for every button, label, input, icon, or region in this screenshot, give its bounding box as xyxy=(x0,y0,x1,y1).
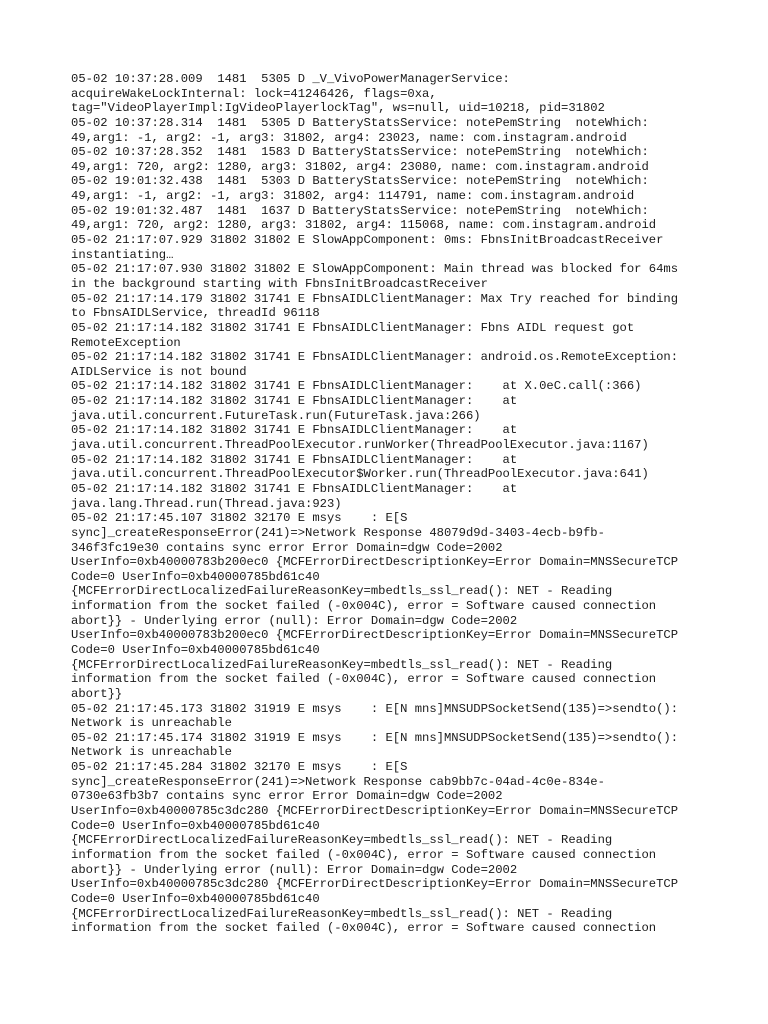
log-line: Code=0 UserInfo=0xb40000785bd61c40 xyxy=(71,818,320,833)
log-line: UserInfo=0xb40000783b200ec0 {MCFErrorDirectDescriptionKey=Error Domain=MNSSecureTCP xyxy=(71,555,679,570)
log-line: 05-02 21:17:14.182 31802 31741 E FbnsAIDLClientManager: at xyxy=(71,481,518,496)
log-line: java.lang.Thread.run(Thread.java:923) xyxy=(71,496,342,511)
log-line: 05-02 21:17:07.930 31802 31802 E SlowAppComponent: Main thread was blocked for 64ms xyxy=(71,262,679,277)
log-line: 05-02 21:17:45.284 31802 32170 E msys : E[S xyxy=(71,760,408,775)
log-line: 05-02 21:17:14.182 31802 31741 E FbnsAIDLClientManager: Fbns AIDL request got xyxy=(71,320,635,335)
log-line: java.util.concurrent.ThreadPoolExecutor.runWorker(ThreadPoolExecutor.java:1167) xyxy=(71,438,649,453)
log-line: information from the socket failed (-0x004C), error = Software caused connection xyxy=(71,921,657,936)
log-text-block xyxy=(71,72,711,936)
log-line: 49,arg1: 720, arg2: 1280, arg3: 31802, arg4: 23080, name: com.instagram.android xyxy=(71,159,649,174)
log-line: to FbnsAIDLService, threadId 96118 xyxy=(71,306,320,321)
log-line: {MCFErrorDirectLocalizedFailureReasonKey=mbedtls_ssl_read(): NET - Reading xyxy=(71,584,613,599)
log-line: 49,arg1: 720, arg2: 1280, arg3: 31802, arg4: 115068, name: com.instagram.android xyxy=(71,218,657,233)
log-line: 05-02 10:37:28.009 1481 5305 D _V_VivoPowerManagerService: xyxy=(71,72,510,86)
log-line: 05-02 10:37:28.352 1481 1583 D BatteryStatsService: notePemString noteWhich: xyxy=(71,145,649,160)
log-line: in the background starting with FbnsInitBroadcastReceiver xyxy=(71,276,488,291)
log-line: instantiating… xyxy=(71,247,174,262)
log-line: sync]_createResponseError(241)=>Network Response cab9bb7c-04ad-4c0e-834e- xyxy=(71,774,605,789)
log-line: 05-02 21:17:45.107 31802 32170 E msys : E[S xyxy=(71,511,408,526)
log-line: abort}} - Underlying error (null): Error Domain=dgw Code=2002 xyxy=(71,862,518,877)
log-line: abort}} xyxy=(71,686,123,701)
log-line: 05-02 21:17:14.182 31802 31741 E FbnsAIDLClientManager: at X.0eC.call(:366) xyxy=(71,379,642,394)
log-line: acquireWakeLockInternal: lock=41246426, flags=0xa, xyxy=(71,86,437,101)
log-line: RemoteException xyxy=(71,335,181,350)
log-line: 05-02 21:17:14.182 31802 31741 E FbnsAIDLClientManager: at xyxy=(71,452,518,467)
log-line: UserInfo=0xb40000785c3dc280 {MCFErrorDirectDescriptionKey=Error Domain=MNSSecureTCP xyxy=(71,877,679,892)
log-line: tag="VideoPlayerImpl:IgVideoPlayerlockTag", ws=null, uid=10218, pid=31802 xyxy=(71,101,605,116)
log-line: 05-02 21:17:14.182 31802 31741 E FbnsAIDLClientManager: at xyxy=(71,423,518,438)
log-line: {MCFErrorDirectLocalizedFailureReasonKey=mbedtls_ssl_read(): NET - Reading xyxy=(71,906,613,921)
log-line: abort}} - Underlying error (null): Error Domain=dgw Code=2002 xyxy=(71,613,518,628)
log-line: 0730e63fb3b7 contains sync error Error Domain=dgw Code=2002 xyxy=(71,789,503,804)
log-line: Code=0 UserInfo=0xb40000785bd61c40 xyxy=(71,569,320,584)
log-line: sync]_createResponseError(241)=>Network Response 48079d9d-3403-4ecb-b9fb- xyxy=(71,525,605,540)
log-line: 49,arg1: -1, arg2: -1, arg3: 31802, arg4: 23023, name: com.instagram.android xyxy=(71,130,627,145)
log-line: 05-02 21:17:45.174 31802 31919 E msys : E[N mns]MNSUDPSocketSend(135)=>sendto(): xyxy=(71,730,679,745)
log-line: 05-02 19:01:32.438 1481 5303 D BatteryStatsService: notePemString noteWhich: xyxy=(71,174,649,189)
log-line: information from the socket failed (-0x004C), error = Software caused connection xyxy=(71,672,657,687)
log-line: Network is unreachable xyxy=(71,716,232,731)
log-line: 05-02 10:37:28.314 1481 5305 D BatteryStatsService: notePemString noteWhich: xyxy=(71,115,649,130)
log-line: AIDLService is not bound xyxy=(71,364,247,379)
log-line: java.util.concurrent.ThreadPoolExecutor$Worker.run(ThreadPoolExecutor.java:641) xyxy=(71,467,649,482)
log-line: UserInfo=0xb40000783b200ec0 {MCFErrorDirectDescriptionKey=Error Domain=MNSSecureTCP xyxy=(71,628,679,643)
log-line: Network is unreachable xyxy=(71,745,232,760)
log-line: Code=0 UserInfo=0xb40000785bd61c40 xyxy=(71,891,320,906)
log-line: 346f3fc19e30 contains sync error Error Domain=dgw Code=2002 xyxy=(71,540,503,555)
log-line: java.util.concurrent.FutureTask.run(FutureTask.java:266) xyxy=(71,408,481,423)
log-line: information from the socket failed (-0x004C), error = Software caused connection xyxy=(71,847,657,862)
log-line: {MCFErrorDirectLocalizedFailureReasonKey=mbedtls_ssl_read(): NET - Reading xyxy=(71,657,613,672)
log-line: 05-02 21:17:07.929 31802 31802 E SlowAppComponent: 0ms: FbnsInitBroadcastReceiver xyxy=(71,233,664,248)
log-line: 05-02 21:17:14.182 31802 31741 E FbnsAIDLClientManager: at xyxy=(71,394,518,409)
log-line: {MCFErrorDirectLocalizedFailureReasonKey=mbedtls_ssl_read(): NET - Reading xyxy=(71,833,613,848)
log-line: 05-02 19:01:32.487 1481 1637 D BatteryStatsService: notePemString noteWhich: xyxy=(71,203,649,218)
log-line: UserInfo=0xb40000785c3dc280 {MCFErrorDirectDescriptionKey=Error Domain=MNSSecureTCP xyxy=(71,804,679,819)
log-line: 05-02 21:17:14.182 31802 31741 E FbnsAIDLClientManager: android.os.RemoteException: xyxy=(71,350,679,365)
log-line: Code=0 UserInfo=0xb40000785bd61c40 xyxy=(71,642,320,657)
log-line: information from the socket failed (-0x004C), error = Software caused connection xyxy=(71,599,657,614)
log-line: 05-02 21:17:14.179 31802 31741 E FbnsAIDLClientManager: Max Try reached for binding xyxy=(71,291,679,306)
log-line: 05-02 21:17:45.173 31802 31919 E msys : E[N mns]MNSUDPSocketSend(135)=>sendto(): xyxy=(71,701,679,716)
log-line: 49,arg1: -1, arg2: -1, arg3: 31802, arg4: 114791, name: com.instagram.android xyxy=(71,189,635,204)
